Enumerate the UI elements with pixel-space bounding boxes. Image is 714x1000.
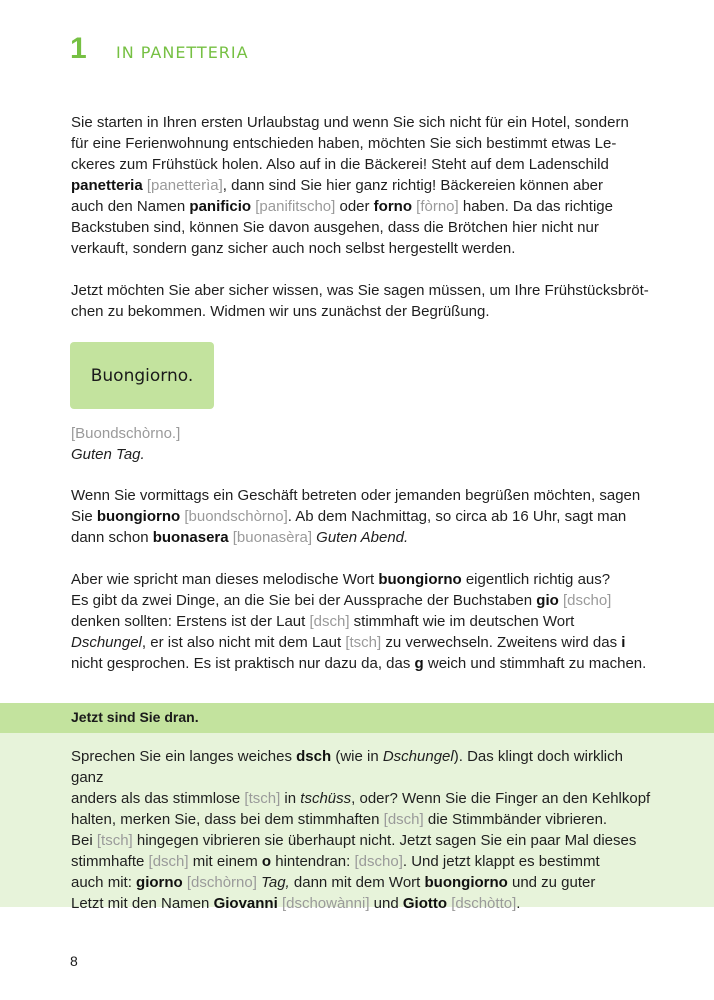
text-line: ckeres zum Frühstück holen. Also auf in die Bäckerei! Steht auf dem Ladenschild — [71, 156, 609, 173]
exercise-text — [71, 746, 651, 914]
chapter-number: 1 — [70, 32, 87, 65]
exercise-heading-bar — [0, 703, 714, 733]
text-line: Jetzt möchten Sie aber sicher wissen, was Sie sagen müssen, um Ihre Frühstücksbröt- — [71, 282, 649, 299]
chapter-heading — [70, 32, 249, 66]
text-line: Sprechen Sie ein langes weiches dsch (wie in Dschungel). Das klingt doch wirklich ganz — [71, 748, 623, 786]
text-line: halten, merken Sie, dass bei dem stimmhaften [dsch] die Stimmbänder vibrieren. — [71, 811, 608, 828]
paragraph-greeting — [71, 485, 651, 548]
page-number: 8 — [70, 953, 78, 969]
pronunciation: [buondschòrno] — [184, 508, 288, 525]
term-buonasera: buonasera — [152, 529, 229, 546]
term-forno: forno — [373, 198, 412, 215]
phrase-translation: Guten Tag. — [71, 446, 145, 463]
text-line: dann schon buonasera [buonasèra] Guten Abend. — [71, 529, 409, 546]
text-line: nicht gesprochen. Es ist praktisch nur dazu da, das g weich und stimmhaft zu machen. — [71, 655, 647, 672]
translation: Guten Abend. — [316, 529, 409, 546]
phrase-details — [71, 423, 651, 465]
term-panificio: panificio — [189, 198, 252, 215]
text-line: denken sollten: Erstens ist der Laut [dsch] stimmhaft wie im deutschen Wort — [71, 613, 575, 630]
paragraph-pronunciation — [71, 569, 651, 674]
phrase-pronunciation: [Buondschòrno.] — [71, 425, 181, 442]
phrase-box — [70, 342, 214, 409]
text-line: auch mit: giorno [dschòrno] Tag, dann mit dem Wort buongiorno und zu guter — [71, 874, 596, 891]
pronunciation: [panifitscho] — [255, 198, 336, 215]
text-line: panetteria [panetterìa], dann sind Sie hier ganz richtig! Bäckereien können aber — [71, 177, 604, 194]
pronunciation: [fòrno] — [416, 198, 459, 215]
text-line: chen zu bekommen. Widmen wir uns zunächst der Begrüßung. — [71, 303, 490, 320]
text-line: verkauft, sondern ganz sicher auch noch selbst hergestellt werden. — [71, 240, 516, 257]
term-buongiorno: buongiorno — [96, 508, 181, 525]
pronunciation: [buonasèra] — [232, 529, 312, 546]
term-panetteria: panetteria — [71, 177, 143, 194]
text-line: Bei [tsch] hingegen vibrieren sie überhaupt nicht. Jetzt sagen Sie ein paar Mal dieses — [71, 832, 637, 849]
text-line: Wenn Sie vormittags ein Geschäft betreten oder jemanden begrüßen möchten, sagen — [71, 487, 641, 504]
chapter-title: IN PANETTERIA — [116, 43, 249, 62]
text-line: Letzt mit den Namen Giovanni [dschowànni] und Giotto [dschòtto]. — [71, 895, 521, 912]
exercise-heading: Jetzt sind Sie dran. — [71, 709, 199, 725]
text-line: auch den Namen panificio [panifitscho] oder forno [fòrno] haben. Da das richtige — [71, 198, 613, 215]
intro-paragraph-1 — [71, 112, 651, 259]
text-line: stimmhafte [dsch] mit einem o hintendran: [dscho]. Und jetzt klappt es bestimmt — [71, 853, 600, 870]
exercise-box — [0, 733, 714, 912]
intro-paragraph-2 — [71, 280, 651, 322]
text-line: für eine Ferienwohnung entschieden haben, möchten Sie sich bestimmt etwas Le- — [71, 135, 617, 152]
text-line: anders als das stimmlose [tsch] in tschüss, oder? Wenn Sie die Finger an den Kehlkopf — [71, 790, 651, 807]
text-line: Es gibt da zwei Dinge, an die Sie bei der Aussprache der Buchstaben gio [dscho] — [71, 592, 612, 609]
pronunciation: [panetterìa] — [146, 177, 223, 194]
text-line: Sie buongiorno [buondschòrno]. Ab dem Nachmittag, so circa ab 16 Uhr, sagt man — [71, 508, 627, 525]
text-line: Backstuben sind, können Sie davon ausgehen, dass die Brötchen hier nicht nur — [71, 219, 599, 236]
text-line: Sie starten in Ihren ersten Urlaubstag und wenn Sie sich nicht für ein Hotel, sondern — [71, 114, 629, 131]
text-line: Aber wie spricht man dieses melodische Wort buongiorno eigentlich richtig aus? — [71, 571, 611, 588]
text-line: Dschungel, er ist also nicht mit dem Laut [tsch] zu verwechseln. Zweitens wird das i — [71, 634, 626, 651]
phrase-text: Buongiorno. — [90, 365, 194, 386]
